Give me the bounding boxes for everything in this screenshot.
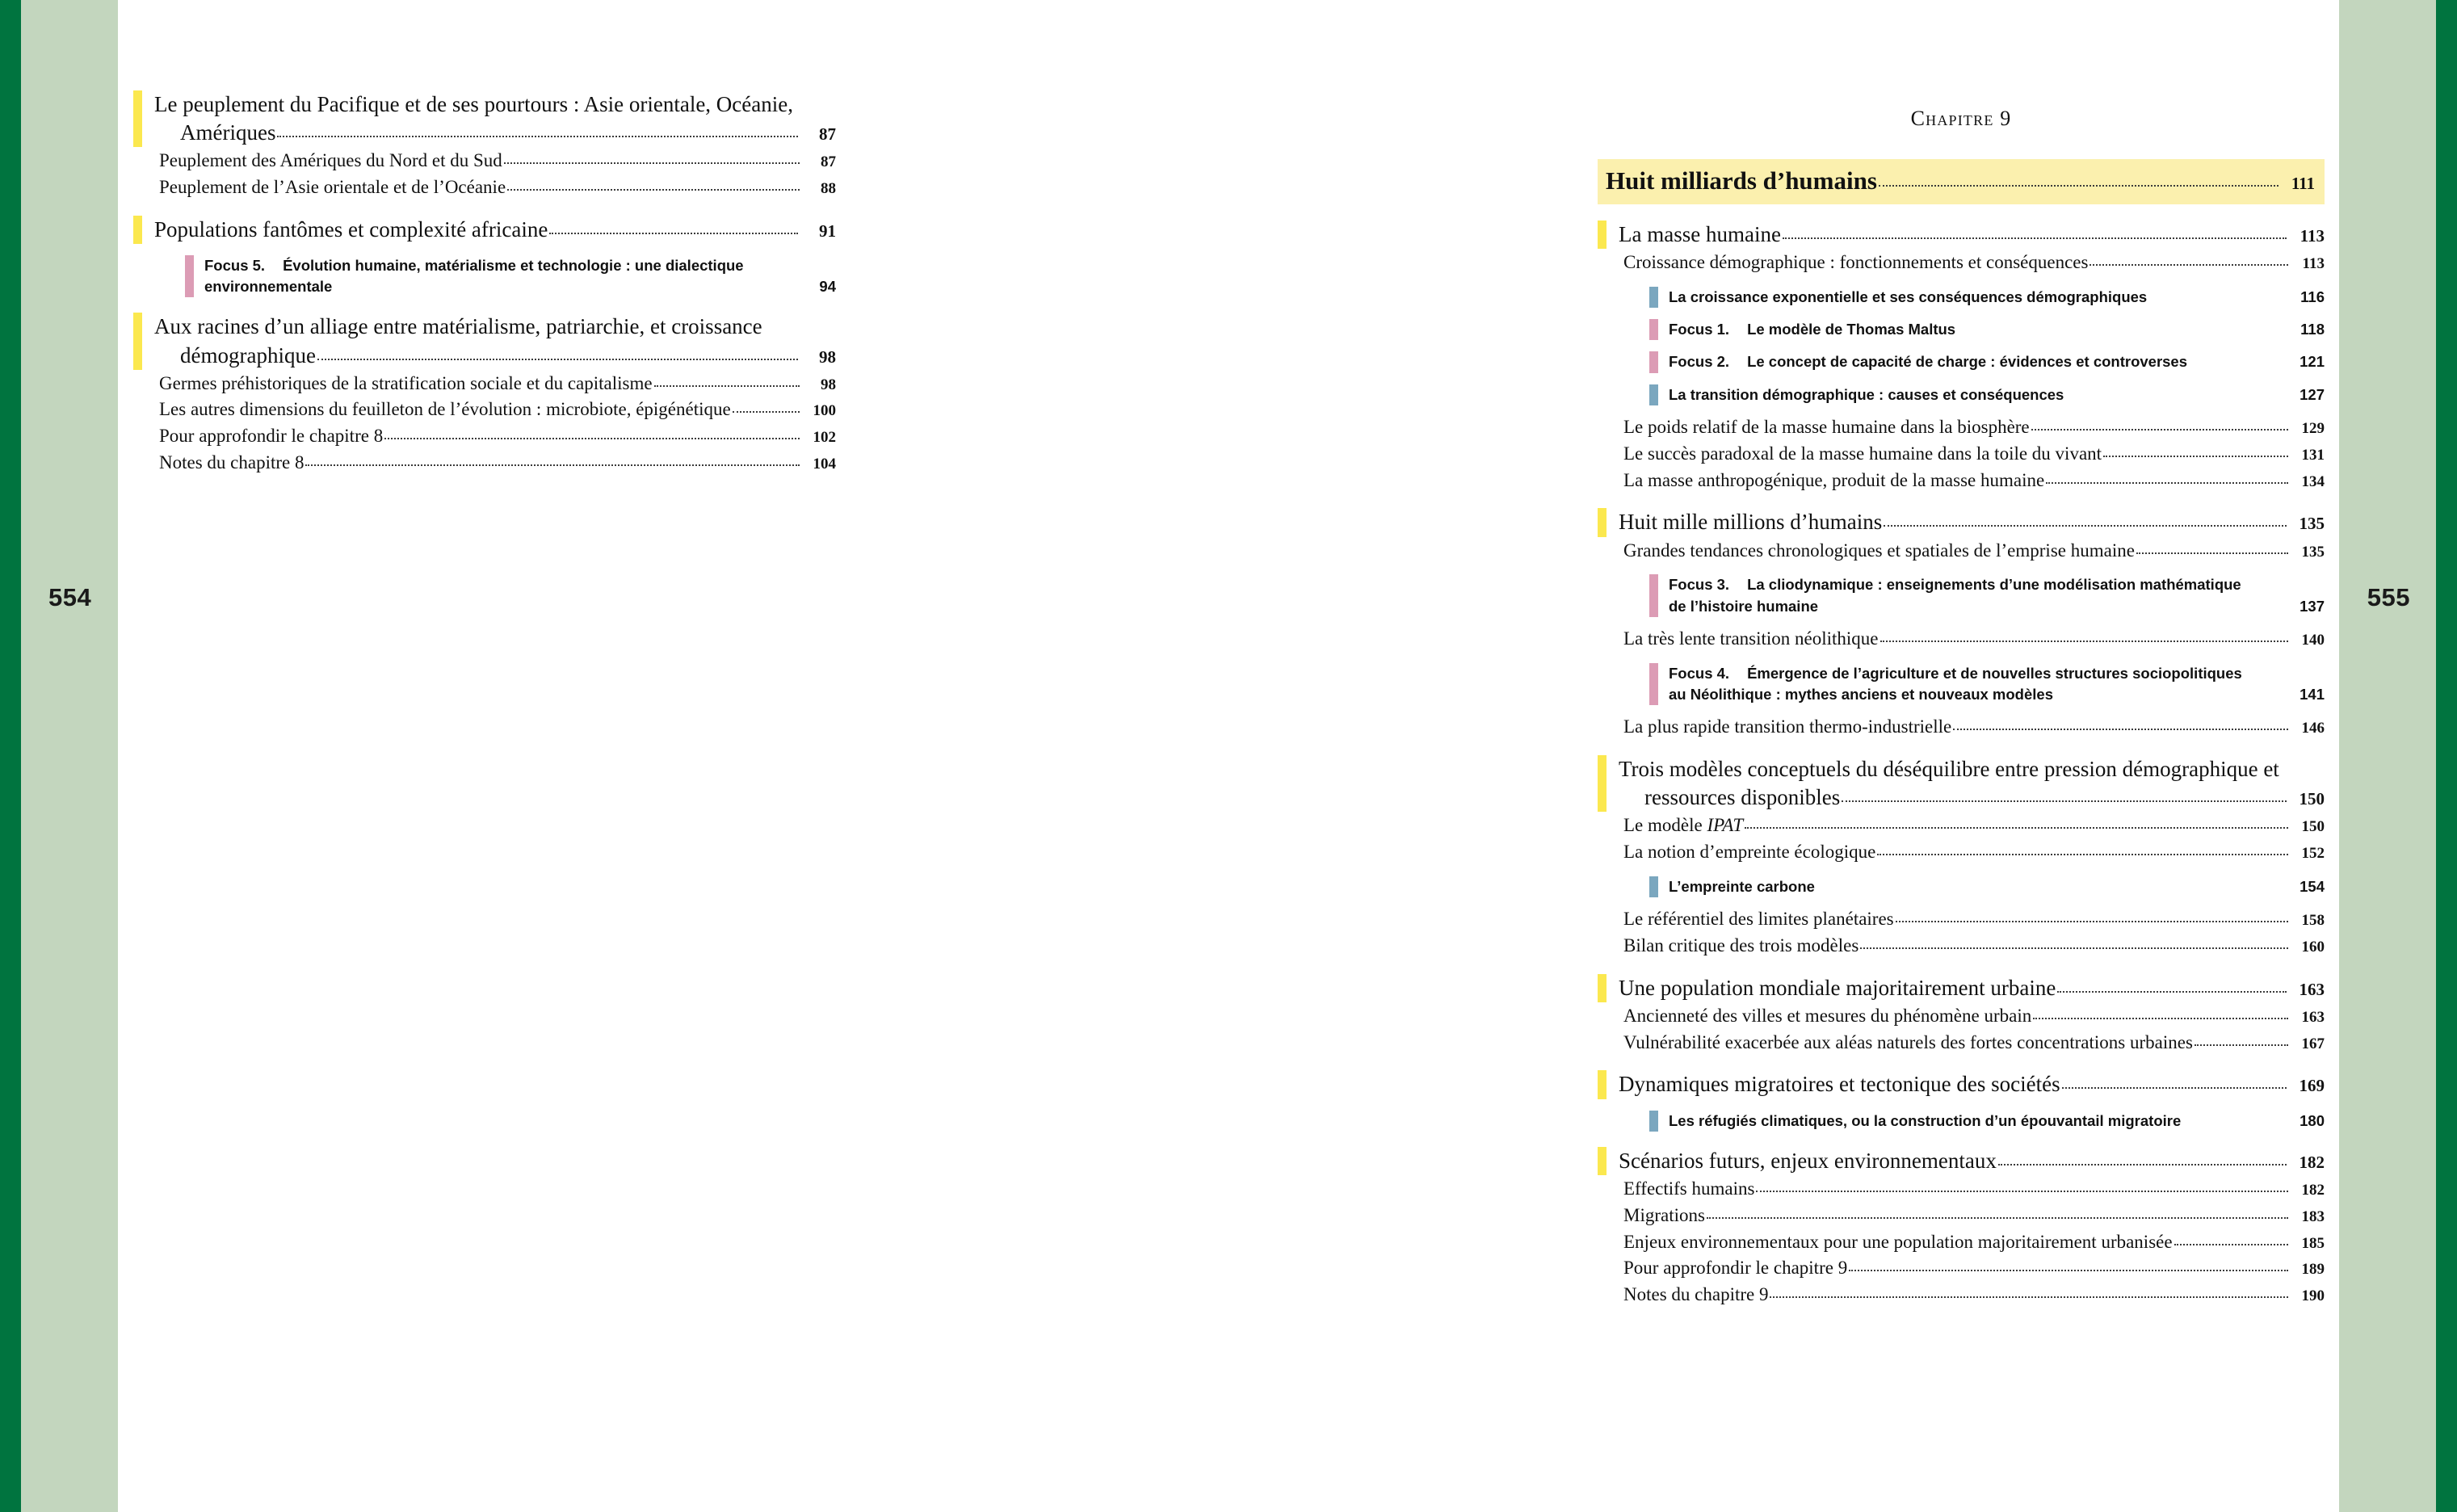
yellow-marker-icon xyxy=(1598,1070,1606,1098)
toc-entry-label: de l’histoire humaine xyxy=(1669,597,1819,615)
leader-dots xyxy=(1745,827,2288,829)
toc-entry-body xyxy=(1598,934,2325,959)
toc-entry-body xyxy=(1669,287,2325,308)
toc-entry-body xyxy=(1598,813,2325,838)
blue-marker-icon xyxy=(1649,876,1658,897)
toc-entry-label: ressources disponibles xyxy=(1644,785,1841,810)
toc-entry-page-number: 182 xyxy=(2301,1181,2325,1199)
toc-entry-label: Les autres dimensions du feuilleton de l’évolution : microbiote, épigénétique xyxy=(159,399,731,420)
toc-entry-page-number: 91 xyxy=(819,220,836,241)
toc-entry-label: Focus 5. Évolution humaine, matérialisme et technologie : une dialectique xyxy=(204,255,836,276)
leader-dots xyxy=(317,359,798,360)
toc-entry-label: Focus 2. Le concept de capacité de charge : évidences et controverses xyxy=(1669,351,2187,372)
toc-entry-label: La croissance exponentielle et ses conséquences démographiques xyxy=(1669,288,2148,305)
toc-entry-page-number: 98 xyxy=(821,376,836,393)
toc-entry-body xyxy=(1619,508,2325,536)
toc-entry-body xyxy=(1669,351,2325,372)
toc-entry-body xyxy=(1669,574,2325,617)
leader-dots xyxy=(2057,991,2287,993)
toc-entry-label: Effectifs humains xyxy=(1623,1178,1755,1199)
toc-entry-body xyxy=(1598,468,2325,494)
leader-dots xyxy=(1879,185,2278,187)
toc-entry[interactable] xyxy=(1598,755,2325,812)
toc-entry[interactable] xyxy=(1598,1147,2325,1175)
toc-entry-label: La masse humaine xyxy=(1619,222,1781,246)
toc-entry-label: Notes du chapitre 9 xyxy=(1623,1284,1769,1305)
toc-entry[interactable] xyxy=(133,372,836,397)
toc-entry[interactable] xyxy=(1598,1070,2325,1098)
toc-entry-label: Croissance démographique : fonctionnements et conséquences xyxy=(1623,252,2089,273)
leader-dots xyxy=(733,411,800,413)
leader-dots xyxy=(2090,264,2288,266)
toc-entry[interactable] xyxy=(1598,415,2325,440)
toc-entry-body xyxy=(1619,1147,2325,1175)
toc-entry-label: Une population mondiale majoritairement urbaine xyxy=(1619,975,2056,1000)
toc-entry[interactable] xyxy=(1598,351,2325,372)
toc-entry-label: Migrations xyxy=(1623,1204,1705,1225)
toc-entry-label: Enjeux environnementaux pour une population majoritairement urbanisée xyxy=(1623,1231,2173,1252)
toc-entry-body xyxy=(133,149,836,174)
toc-entry[interactable] xyxy=(133,424,836,449)
toc-entry-body xyxy=(133,451,836,476)
toc-entry[interactable] xyxy=(1598,539,2325,564)
toc-entry-page-number: 140 xyxy=(2301,631,2325,649)
right-margin-band xyxy=(2339,0,2436,1512)
leader-dots xyxy=(2033,1018,2288,1019)
toc-entry-label: La notion d’empreinte écologique xyxy=(1623,842,1876,862)
leader-dots xyxy=(1842,800,2287,802)
toc-entry[interactable] xyxy=(1598,1004,2325,1029)
toc-entry-label: Peuplement de l’Asie orientale et de l’Océanie xyxy=(159,177,506,197)
chapter-title-bar[interactable] xyxy=(1598,159,2325,204)
leader-dots xyxy=(1884,525,2287,527)
toc-entry-page-number: 169 xyxy=(2299,1076,2325,1096)
toc-entry[interactable] xyxy=(133,216,836,244)
toc-entry[interactable] xyxy=(1598,250,2325,275)
toc-entry[interactable] xyxy=(1598,627,2325,652)
toc-entry-page-number: 113 xyxy=(2302,255,2325,273)
toc-entry-page-number: 113 xyxy=(2300,226,2325,246)
toc-entry-body xyxy=(1598,250,2325,275)
toc-entry-body xyxy=(1598,1256,2325,1281)
leader-dots xyxy=(2174,1244,2288,1245)
toc-entry-page-number: 141 xyxy=(2300,685,2325,703)
focus-tag: Focus 2. xyxy=(1669,353,1730,371)
pink-marker-icon xyxy=(1649,574,1658,617)
yellow-marker-icon xyxy=(133,216,142,244)
toc-entry[interactable] xyxy=(1598,384,2325,405)
yellow-marker-icon xyxy=(1598,974,1606,1002)
toc-entry-page-number: 118 xyxy=(2300,321,2325,338)
yellow-marker-icon xyxy=(133,90,142,147)
toc-entry-body xyxy=(1598,907,2325,932)
toc-entry-label: La transition démographique : causes et conséquences xyxy=(1669,385,2064,403)
toc-entry-body xyxy=(1669,663,2325,706)
toc-entry-label: Vulnérabilité exacerbée aux aléas naturels des fortes concentrations urbaines xyxy=(1623,1031,2193,1052)
toc-entry[interactable] xyxy=(1598,715,2325,740)
toc-entry-label: Le modèle IPAT xyxy=(1623,815,1744,836)
toc-entry-label: La masse anthropogénique, produit de la masse humaine xyxy=(1623,469,2045,490)
toc-entry-body xyxy=(1598,627,2325,652)
toc-entry-page-number: 152 xyxy=(2301,845,2325,862)
blue-marker-icon xyxy=(1649,287,1658,308)
toc-entry[interactable] xyxy=(1598,220,2325,249)
toc-entry-label: Pour approfondir le chapitre 9 xyxy=(1623,1258,1848,1279)
leader-dots xyxy=(549,233,798,234)
leader-dots xyxy=(2031,429,2288,430)
toc-entry-label: Focus 1. Le modèle de Thomas Maltus xyxy=(1669,319,1955,340)
toc-entry-page-number: 104 xyxy=(813,456,836,473)
toc-entry-body xyxy=(154,90,836,147)
toc-entry[interactable] xyxy=(133,90,836,147)
leader-dots xyxy=(1877,854,2288,855)
toc-entry-body xyxy=(1619,974,2325,1002)
leader-dots xyxy=(1860,947,2288,949)
chapter-running-head: Chapitre 9 xyxy=(1910,107,2012,130)
toc-entry[interactable] xyxy=(1598,442,2325,467)
toc-entry-body xyxy=(1619,755,2325,812)
toc-entry-label: environnementale xyxy=(204,278,333,296)
leader-dots xyxy=(654,385,800,387)
toc-entry-body xyxy=(154,313,836,369)
yellow-marker-icon xyxy=(1598,1147,1606,1175)
toc-entry-page-number: 98 xyxy=(819,346,836,367)
toc-entry-label: Pour approfondir le chapitre 8 xyxy=(159,426,384,447)
toc-entry-page-number: 189 xyxy=(2301,1261,2325,1279)
toc-entry-page-number: 158 xyxy=(2301,912,2325,930)
toc-entry-page-number: 116 xyxy=(2300,288,2325,305)
toc-entry-page-number: 137 xyxy=(2300,597,2325,615)
focus-tag: Focus 4. xyxy=(1669,664,1730,682)
left-margin-band xyxy=(21,0,118,1512)
blue-marker-icon xyxy=(1649,384,1658,405)
toc-entry-page-number: 129 xyxy=(2301,419,2325,437)
toc-entry-body xyxy=(133,372,836,397)
toc-entry-page-number: 150 xyxy=(2299,789,2325,809)
toc-entry-body xyxy=(1598,1230,2325,1255)
toc-entry-body xyxy=(1669,319,2325,340)
toc-entry-page-number: 163 xyxy=(2299,979,2325,999)
toc-entry-body xyxy=(1598,840,2325,865)
focus-tag: Focus 3. xyxy=(1669,576,1730,594)
toc-entry-body xyxy=(1619,1070,2325,1098)
toc-entry-body xyxy=(1669,1111,2325,1132)
toc-entry-page-number: 121 xyxy=(2300,353,2325,371)
leader-dots xyxy=(1896,921,2288,922)
toc-entry-page-number: 100 xyxy=(813,402,836,420)
toc-entry-label: Peuplement des Amériques du Nord et du Sud xyxy=(159,150,502,171)
toc-entry-label: Ancienneté des villes et mesures du phénomène urbain xyxy=(1623,1005,2032,1026)
toc-entry-page-number: 150 xyxy=(2301,818,2325,836)
toc-entry[interactable] xyxy=(1598,663,2325,706)
toc-entry-label: La plus rapide transition thermo-industrielle xyxy=(1623,716,1952,737)
toc-entry[interactable] xyxy=(1598,974,2325,1002)
toc-entry-body xyxy=(133,397,836,422)
toc-entry-label: Notes du chapitre 8 xyxy=(159,452,304,473)
toc-entry-label: Focus 3. La cliodynamique : enseignements d’une modélisation mathématique xyxy=(1669,574,2325,595)
leader-dots xyxy=(1880,640,2288,642)
toc-entry-label: Germes préhistoriques de la stratification sociale et du capitalisme xyxy=(159,372,653,393)
leader-dots xyxy=(2046,482,2288,484)
leader-dots xyxy=(507,189,800,191)
toc-entry-label: Amériques xyxy=(180,120,276,145)
toc-entry-label: Le poids relatif de la masse humaine dans la biosphère xyxy=(1623,416,2030,437)
leader-dots xyxy=(1953,729,2288,730)
toc-entry-page-number: 88 xyxy=(821,180,836,197)
leader-dots xyxy=(2136,552,2288,554)
leader-dots xyxy=(2062,1087,2287,1089)
toc-entry-page-number: 182 xyxy=(2299,1152,2325,1172)
toc-entry[interactable] xyxy=(1598,1031,2325,1056)
toc-entry[interactable] xyxy=(1598,1111,2325,1132)
blue-marker-icon xyxy=(1649,1111,1658,1132)
pink-marker-icon xyxy=(1649,319,1658,340)
toc-entry-page-number: 131 xyxy=(2301,446,2325,464)
leader-dots xyxy=(1783,237,2287,239)
left-edge-strip xyxy=(0,0,21,1512)
folio-left: 554 xyxy=(48,583,92,611)
toc-entry[interactable] xyxy=(1598,1256,2325,1281)
toc-entry-page-number: 180 xyxy=(2300,1111,2325,1129)
toc-entry[interactable] xyxy=(133,175,836,200)
toc-entry-page-number: 134 xyxy=(2301,472,2325,490)
toc-entry-body xyxy=(133,424,836,449)
toc-entry-label: Le référentiel des limites planétaires xyxy=(1623,909,1894,930)
toc-entry-page-number: 127 xyxy=(2300,385,2325,403)
toc-entry[interactable] xyxy=(133,255,836,298)
toc-entry[interactable] xyxy=(1598,813,2325,838)
folio-right: 555 xyxy=(2367,583,2410,611)
toc-entry-page-number: 190 xyxy=(2301,1287,2325,1305)
leader-dots xyxy=(1849,1270,2288,1271)
chapter-page-number: 111 xyxy=(2291,174,2315,193)
toc-entry-page-number: 183 xyxy=(2301,1208,2325,1225)
leader-dots xyxy=(1998,1164,2287,1166)
toc-entry[interactable] xyxy=(1598,1230,2325,1255)
toc-entry-label: Populations fantômes et complexité africaine xyxy=(154,216,548,242)
toc-entry-body xyxy=(1669,384,2325,405)
toc-entry-body xyxy=(1598,1004,2325,1029)
leader-dots xyxy=(384,438,800,439)
leader-dots xyxy=(2194,1044,2288,1046)
toc-column-right xyxy=(1598,0,2325,1308)
toc-entry-body xyxy=(1598,539,2325,564)
leader-dots xyxy=(277,136,798,137)
toc-entry-label: Focus 4. Émergence de l’agriculture et de nouvelles structures sociopolitiques xyxy=(1669,663,2325,684)
toc-entry[interactable] xyxy=(1598,1203,2325,1228)
yellow-marker-icon xyxy=(1598,220,1606,249)
leader-dots xyxy=(1770,1296,2288,1298)
pink-marker-icon xyxy=(1649,663,1658,706)
toc-entry-label: Le succès paradoxal de la masse humaine dans la toile du vivant xyxy=(1623,443,2102,464)
pink-marker-icon xyxy=(1649,351,1658,372)
toc-entry-body xyxy=(1598,1031,2325,1056)
toc-entry-page-number: 154 xyxy=(2300,877,2325,895)
toc-entry-body xyxy=(1598,442,2325,467)
toc-entry-list-left xyxy=(133,90,836,476)
toc-entry-page-number: 87 xyxy=(821,153,836,171)
toc-entry-body xyxy=(1598,1177,2325,1202)
toc-entry-label: La très lente transition néolithique xyxy=(1623,628,1879,649)
toc-entry[interactable] xyxy=(1598,840,2325,865)
toc-entry[interactable] xyxy=(133,149,836,174)
leader-dots xyxy=(504,162,800,164)
toc-entry-body xyxy=(1619,220,2325,249)
toc-entry-page-number: 167 xyxy=(2301,1035,2325,1052)
leader-dots xyxy=(2103,456,2288,457)
toc-entry-label: Le peuplement du Pacifique et de ses pourtours : Asie orientale, Océanie, xyxy=(154,92,793,116)
toc-entry[interactable] xyxy=(1598,468,2325,494)
toc-entry[interactable] xyxy=(133,451,836,476)
yellow-marker-icon xyxy=(1598,508,1606,536)
toc-entry-page-number: 160 xyxy=(2301,938,2325,956)
toc-entry-label: Huit mille millions d’humains xyxy=(1619,510,1883,535)
toc-entry[interactable] xyxy=(1598,319,2325,340)
toc-entry-label: au Néolithique : mythes anciens et nouveaux modèles xyxy=(1669,685,2053,703)
toc-column-left xyxy=(133,0,836,476)
toc-entry[interactable] xyxy=(1598,907,2325,932)
right-edge-strip xyxy=(2436,0,2457,1512)
focus-tag: Focus 5. xyxy=(204,256,266,274)
toc-entry-page-number: 102 xyxy=(813,429,836,447)
toc-entry-label: Grandes tendances chronologiques et spatiales de l’emprise humaine xyxy=(1623,540,2135,561)
toc-entry-label: Trois modèles conceptuels du déséquilibre entre pression démographique et xyxy=(1619,757,2279,781)
toc-entry[interactable] xyxy=(1598,876,2325,897)
toc-entry-body xyxy=(1598,715,2325,740)
toc-entry[interactable] xyxy=(133,313,836,369)
yellow-marker-icon xyxy=(1598,755,1606,812)
toc-entry-page-number: 135 xyxy=(2299,514,2325,534)
toc-entry-body xyxy=(204,255,836,298)
toc-entry-body xyxy=(1669,876,2325,897)
toc-entry[interactable] xyxy=(1598,574,2325,617)
leader-dots xyxy=(1707,1217,2288,1219)
pink-marker-icon xyxy=(185,255,194,298)
toc-entry[interactable] xyxy=(1598,1177,2325,1202)
toc-entry-label: L’empreinte carbone xyxy=(1669,877,1815,895)
toc-entry-label: Aux racines d’un alliage entre matérialisme, patriarchie, et croissance xyxy=(154,314,762,339)
toc-entry-body xyxy=(154,216,836,244)
toc-entry[interactable] xyxy=(133,397,836,422)
toc-entry-label: Bilan critique des trois modèles xyxy=(1623,934,1859,956)
toc-entry-label: Les réfugiés climatiques, ou la construction d’un épouvantail migratoire xyxy=(1669,1111,2182,1129)
toc-entry-page-number: 87 xyxy=(819,124,836,145)
toc-entry-body xyxy=(1598,1203,2325,1228)
toc-entry-body xyxy=(133,175,836,200)
toc-entry[interactable] xyxy=(1598,508,2325,536)
leader-dots xyxy=(305,464,800,466)
chapter-title: Huit milliards d’humains xyxy=(1606,166,1877,195)
toc-entry-body xyxy=(1598,1283,2325,1308)
toc-entry-label: démographique xyxy=(180,342,316,368)
toc-entry-page-number: 163 xyxy=(2301,1008,2325,1026)
toc-entry[interactable] xyxy=(1598,287,2325,308)
leader-dots xyxy=(1756,1191,2288,1192)
focus-tag: Focus 1. xyxy=(1669,321,1730,338)
toc-entry-page-number: 146 xyxy=(2301,720,2325,737)
toc-entry-page-number: 94 xyxy=(819,278,836,296)
toc-entry-label: Scénarios futurs, enjeux environnementaux xyxy=(1619,1148,1997,1173)
toc-entry[interactable] xyxy=(1598,934,2325,959)
toc-entry-list-right xyxy=(1598,220,2325,1308)
toc-entry-page-number: 135 xyxy=(2301,543,2325,561)
toc-entry-body xyxy=(1598,415,2325,440)
toc-entry-page-number: 185 xyxy=(2301,1234,2325,1252)
toc-entry-label: Dynamiques migratoires et tectonique des sociétés xyxy=(1619,1072,2060,1097)
yellow-marker-icon xyxy=(133,313,142,369)
toc-entry[interactable] xyxy=(1598,1283,2325,1308)
